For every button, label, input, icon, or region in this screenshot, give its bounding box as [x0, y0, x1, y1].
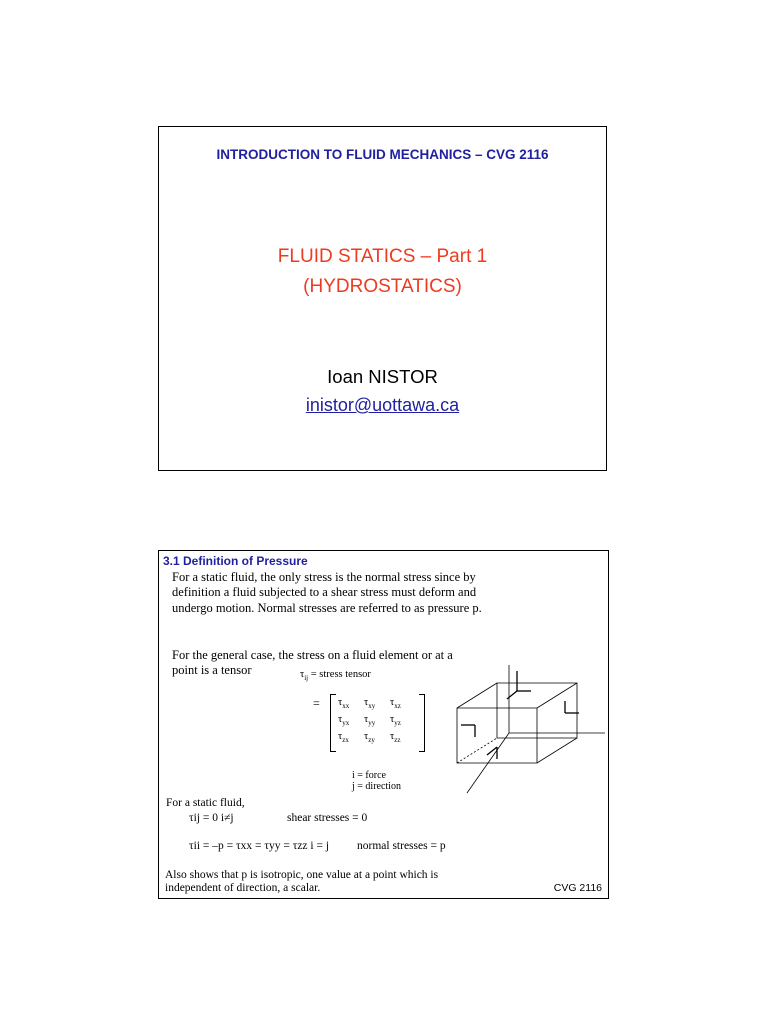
author-email-row — [159, 395, 606, 416]
lecture-subtitle: (HYDROSTATICS) — [303, 276, 462, 297]
stress-arrow — [487, 747, 497, 755]
matrix-cell: $\tau_{xy}$ — [364, 696, 376, 711]
tensor-paragraph-line1: For the general case, the stress on a fluid element or at a — [172, 648, 453, 662]
matrix-table — [338, 695, 416, 746]
stress-tensor-matrix — [330, 694, 425, 750]
pressure-definition-slide — [158, 550, 609, 899]
isotropy-conclusion: Also shows that p is isotropic, one value at a point which is independent of direction, a scalar. — [165, 869, 439, 894]
tensor-label: $\tau_{ij}$ = stress tensor — [300, 669, 371, 683]
stress-element-cube-diagram — [447, 663, 607, 803]
matrix-right-bracket — [419, 694, 425, 752]
matrix-cell: $\tau_{zz}$ — [390, 730, 401, 745]
author-email-link[interactable]: inistor@uottawa.ca — [305, 395, 460, 415]
matrix-cell: $\tau_{yx}$ — [338, 713, 350, 728]
matrix-cell: $\tau_{zx}$ — [338, 730, 349, 745]
author-name: Ioan NISTOR — [327, 366, 438, 387]
static-fluid-intro: For a static fluid, — [166, 797, 245, 809]
slide-heading: 3.1 Definition of Pressure — [163, 554, 308, 568]
lecture-title: FLUID STATICS – Part 1 — [277, 246, 488, 267]
tensor-paragraph-line2: point is a tensor — [172, 663, 252, 678]
normal-stress-label: normal stresses = p — [357, 840, 446, 852]
course-title: INTRODUCTION TO FLUID MECHANICS – CVG 2116 — [216, 147, 549, 162]
index-j-note: j = direction — [352, 781, 401, 792]
matrix-cell: $\tau_{yz}$ — [390, 713, 401, 728]
title-slide — [158, 126, 607, 471]
matrix-cell: $\tau_{xz}$ — [390, 696, 401, 711]
matrix-cell: $\tau_{zy}$ — [364, 730, 375, 745]
cube-edge — [457, 683, 497, 708]
stress-arrow — [507, 691, 517, 699]
matrix-cell: $\tau_{yy}$ — [364, 713, 376, 728]
cube-edge — [537, 683, 577, 708]
matrix-cell: $\tau_{xx}$ — [338, 696, 350, 711]
intro-paragraph: For a static fluid, the only stress is the normal stress since by definition a fluid subjected to a shear stress must deform and undergo motion. Normal stresses are referred to as pressure p. — [172, 570, 482, 615]
cube-edge — [537, 738, 577, 763]
equals-sign: = — [313, 696, 320, 710]
index-i-note: i = force — [352, 770, 386, 781]
normal-stress-equation: τii = –p = τxx = τyy = τzz i = j — [189, 840, 330, 852]
slide-footer: CVG 2116 — [553, 882, 602, 894]
shear-stress-label: shear stresses = 0 — [287, 812, 368, 824]
matrix-left-bracket — [330, 694, 336, 752]
shear-equation: τij = 0 i≠j — [189, 812, 234, 824]
